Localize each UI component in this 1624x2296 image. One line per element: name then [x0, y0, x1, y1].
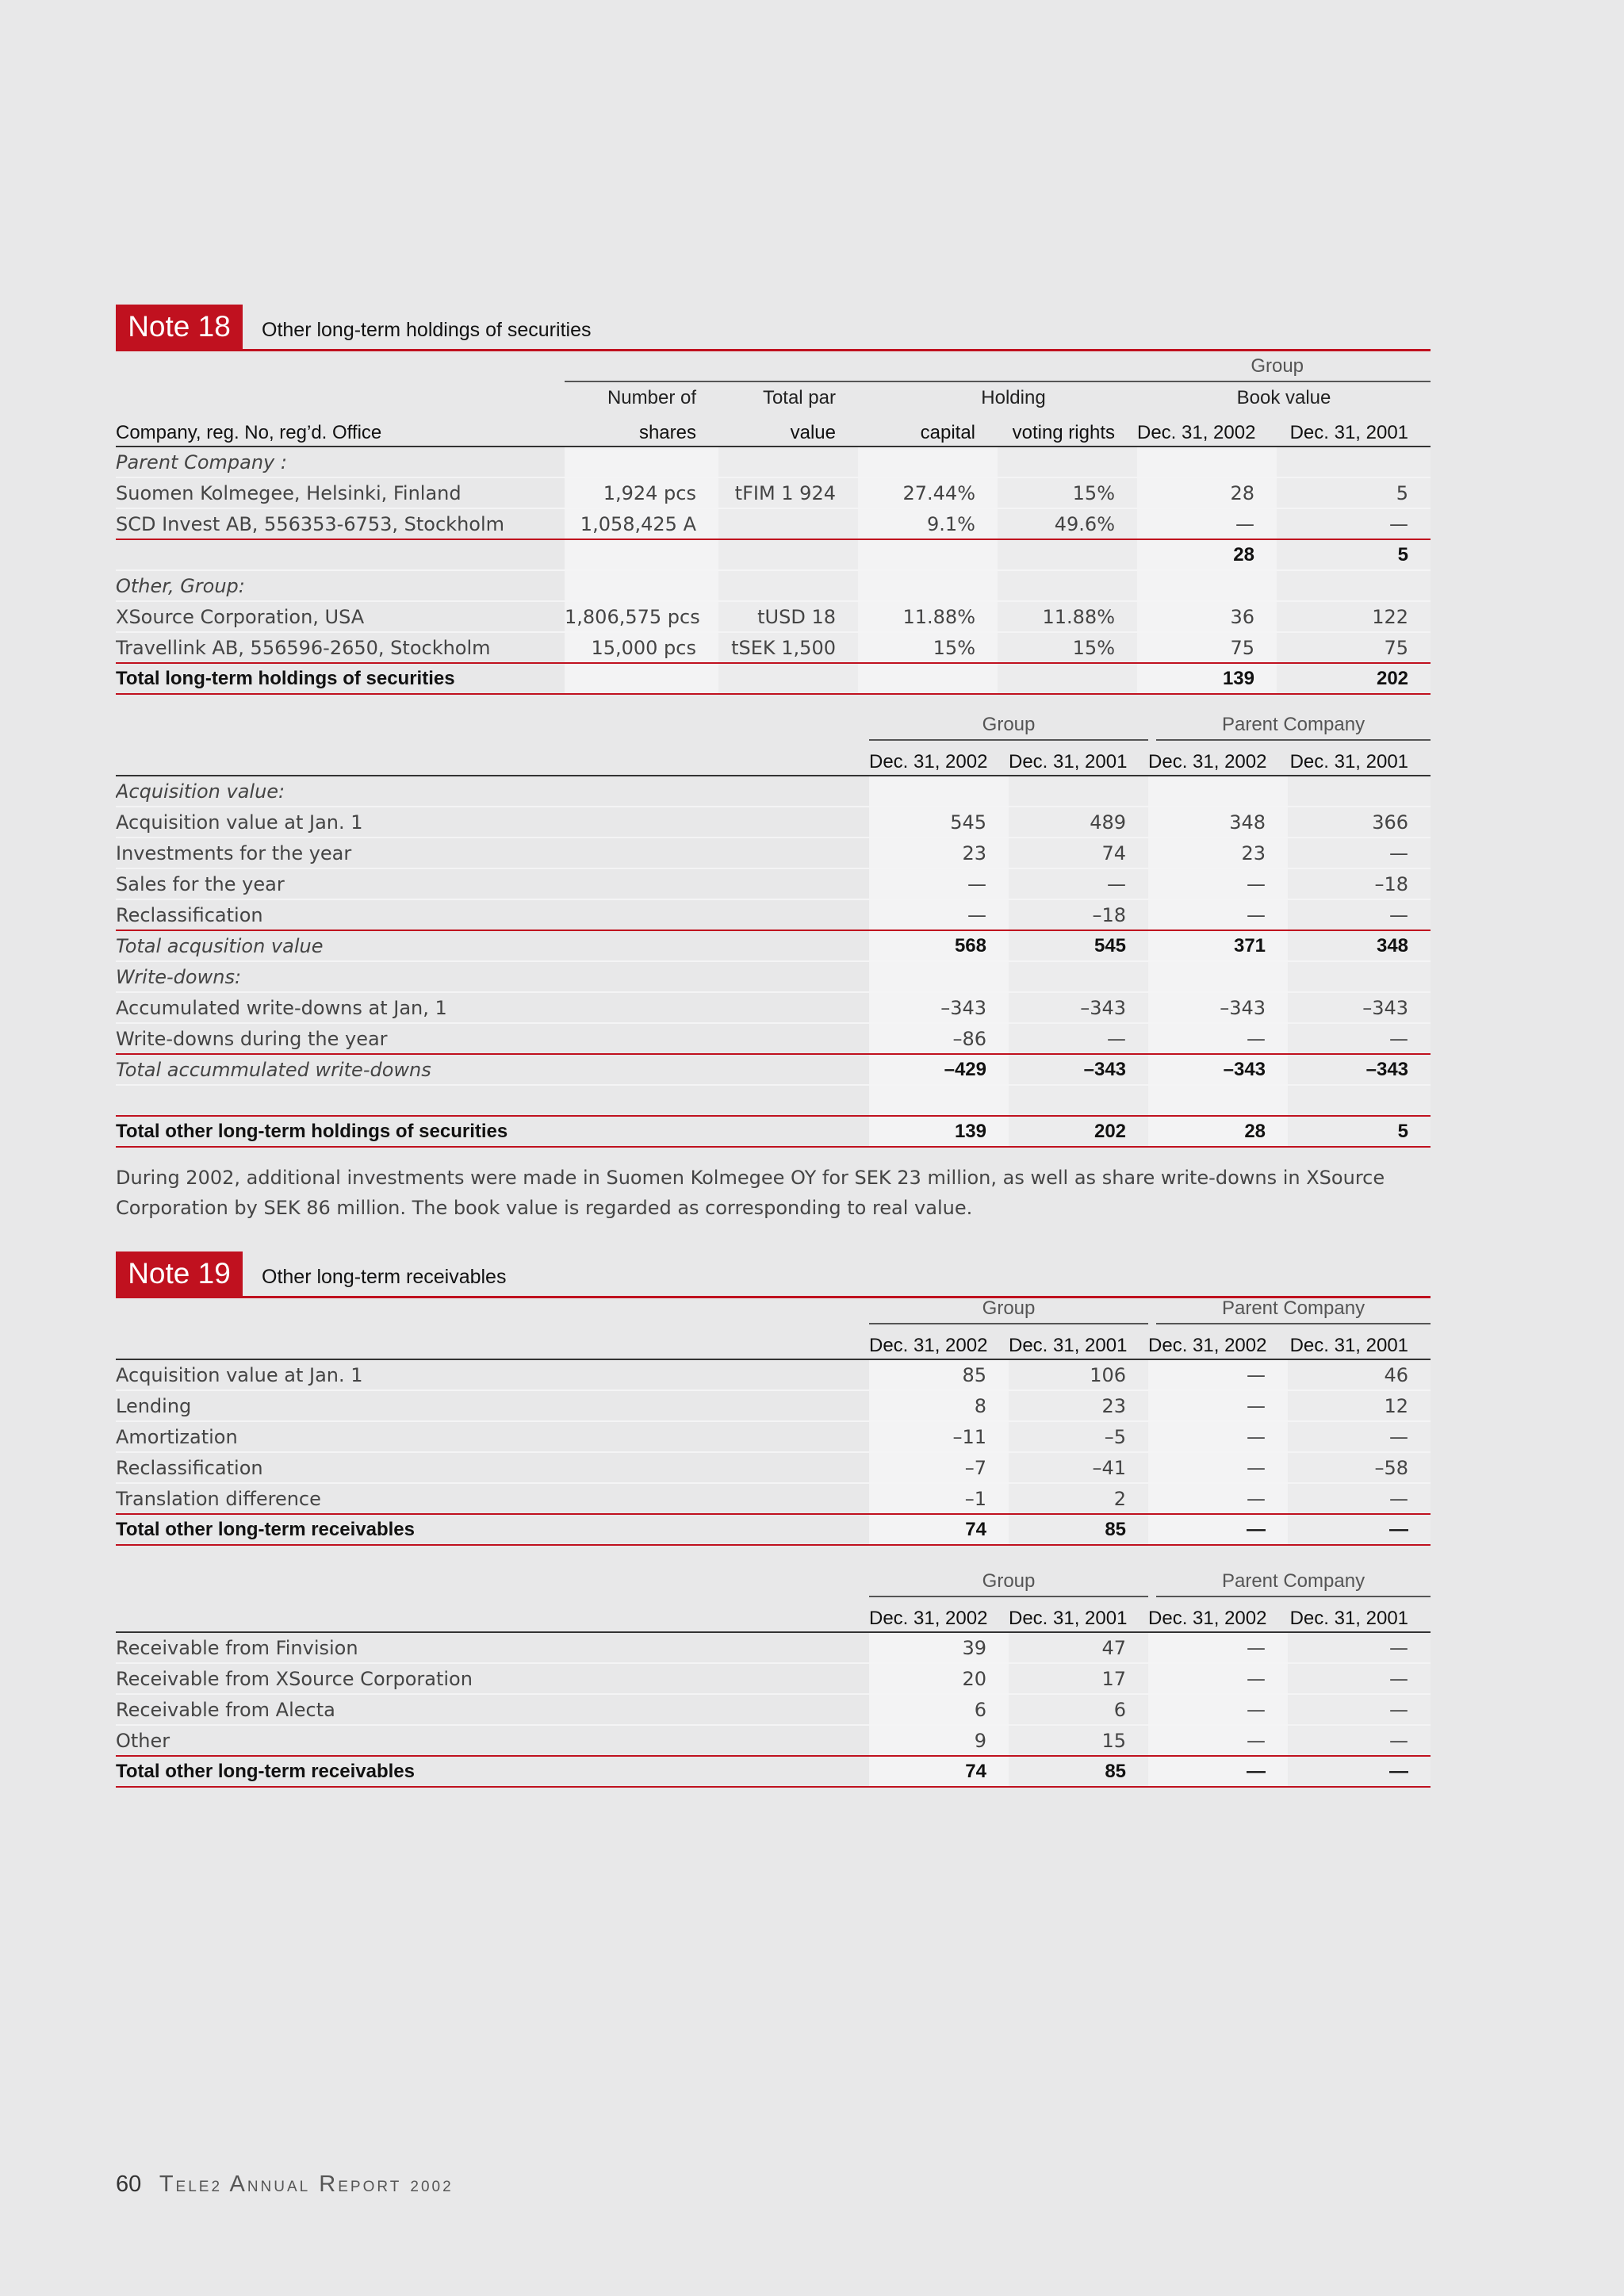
note-18-paragraph: During 2002, additional investments were made in Suomen Kolmegee OY for SEK 23 million, as well as share write-downs in XSource Corporation by SEK 86 million. The book value is regarded as corresponding to real value. — [116, 1167, 1385, 1219]
table-row: Receivable from Alecta 6 6 — — — [116, 1694, 1431, 1725]
grand-total-row: Total other long-term holdings of securities 139 202 28 5 — [116, 1116, 1431, 1147]
parent-subtotal-row: 28 5 — [116, 539, 1431, 570]
total-row: Total other long-term receivables 74 85 — — — [116, 1756, 1431, 1787]
col-group-2002: Dec. 31, 2002 — [869, 1325, 1009, 1359]
table-row: Receivable from XSource Corporation 20 17 — — — [116, 1663, 1431, 1694]
col-group-2001: Dec. 31, 2001 — [1009, 742, 1148, 776]
table-row: Travellink AB, 556596-2650, Stockholm 15,000 pcs tSEK 1,500 15% 15% 75 75 — [116, 632, 1431, 663]
table-row: Write-downs during the year –86 — — — — [116, 1023, 1431, 1054]
col-company: Company, reg. No, reg’d. Office — [116, 412, 565, 447]
total-row: Total other long-term receivables 74 85 — — — [116, 1514, 1431, 1545]
hdr-total-par: Total par — [762, 386, 836, 408]
group-header: Group — [869, 1296, 1148, 1325]
col-parent-2002: Dec. 31, 2002 — [1148, 742, 1288, 776]
table-row: Sales for the year — — — –18 — [116, 868, 1431, 899]
note-19-receivables-breakdown-table — [116, 1569, 1431, 1788]
other-group-label: Other, Group: — [116, 570, 565, 601]
table-row: Translation difference –1 2 — — — [116, 1483, 1431, 1514]
table-row: SCD Invest AB, 556353-6753, Stockholm 1,058,425 A 9.1% 49.6% — — — [116, 508, 1431, 539]
note-18-holdings-table — [116, 354, 1431, 695]
hdr-number-of: Number of — [607, 386, 696, 408]
table-row: Acquisition value at Jan. 1 85 106 — 46 — [116, 1359, 1431, 1390]
group-header: Group — [565, 354, 1431, 383]
table-row: Accumulated write-downs at Jan, 1 –343 –343 –343 –343 — [116, 992, 1431, 1023]
col-parent-2001: Dec. 31, 2001 — [1288, 1598, 1431, 1632]
col-capital: capital — [858, 412, 998, 447]
col-group-2001: Dec. 31, 2001 — [1009, 1598, 1148, 1632]
col-parent-2002: Dec. 31, 2002 — [1148, 1598, 1288, 1632]
note-18-title: Other long-term holdings of securities — [262, 319, 592, 341]
write-downs-total-row: Total accummulated write-downs –429 –343 –343 –343 — [116, 1054, 1431, 1085]
total-row: Total long-term holdings of securities 139 202 — [116, 663, 1431, 694]
parent-company-header: Parent Company — [1148, 1296, 1431, 1325]
note-19-title: Other long-term receivables — [262, 1266, 507, 1288]
parent-company-label: Parent Company : — [116, 447, 565, 477]
acquisition-total-row: Total acqusition value 568 545 371 348 — [116, 930, 1431, 961]
page-number: 60 — [116, 2171, 142, 2197]
hdr-book-value: Book value — [1236, 386, 1331, 408]
acquisition-value-label: Acquisition value: — [116, 776, 869, 807]
table-row: XSource Corporation, USA 1,806,575 pcs tUSD 18 11.88% 11.88% 36 122 — [116, 601, 1431, 632]
col-bv-2002: Dec. 31, 2002 — [1137, 412, 1277, 447]
col-parent-2001: Dec. 31, 2001 — [1288, 1325, 1431, 1359]
note-18-badge: Note 18 — [116, 305, 243, 349]
col-bv-2001: Dec. 31, 2001 — [1277, 412, 1431, 447]
table-row: Investments for the year 23 74 23 — — [116, 838, 1431, 868]
table-row: Receivable from Finvision 39 47 — — — [116, 1632, 1431, 1663]
col-shares: shares — [565, 412, 718, 447]
note-18-header — [116, 305, 1431, 351]
note-19-badge: Note 19 — [116, 1251, 243, 1296]
table-row: Lending 8 23 — 12 — [116, 1390, 1431, 1421]
table-row: Reclassification –7 –41 — –58 — [116, 1452, 1431, 1483]
col-parent-2001: Dec. 31, 2001 — [1288, 742, 1431, 776]
parent-company-header: Parent Company — [1148, 1569, 1431, 1598]
col-value: value — [718, 412, 858, 447]
table-row: Suomen Kolmegee, Helsinki, Finland 1,924 pcs tFIM 1 924 27.44% 15% 28 5 — [116, 477, 1431, 508]
col-group-2001: Dec. 31, 2001 — [1009, 1325, 1148, 1359]
table-row: Amortization –11 –5 — — — [116, 1421, 1431, 1452]
note-18-acquisition-table — [116, 712, 1431, 1148]
note-19-header — [116, 1251, 1431, 1298]
table-row: Other 9 15 — — — [116, 1725, 1431, 1756]
col-voting: voting rights — [998, 412, 1137, 447]
hdr-holding: Holding — [981, 386, 1046, 408]
table-row: Reclassification — –18 — — — [116, 899, 1431, 930]
note-19-receivables-table — [116, 1296, 1431, 1546]
group-header: Group — [869, 1569, 1148, 1598]
table-row: Acquisition value at Jan. 1 545 489 348 366 — [116, 807, 1431, 838]
group-header: Group — [869, 712, 1148, 742]
col-group-2002: Dec. 31, 2002 — [869, 1598, 1009, 1632]
col-group-2002: Dec. 31, 2002 — [869, 742, 1009, 776]
col-parent-2002: Dec. 31, 2002 — [1148, 1325, 1288, 1359]
parent-company-header: Parent Company — [1148, 712, 1431, 742]
write-downs-label: Write-downs: — [116, 961, 869, 992]
page-footer: 60 TELE2 ANNUAL REPORT 2002 — [116, 2171, 454, 2197]
